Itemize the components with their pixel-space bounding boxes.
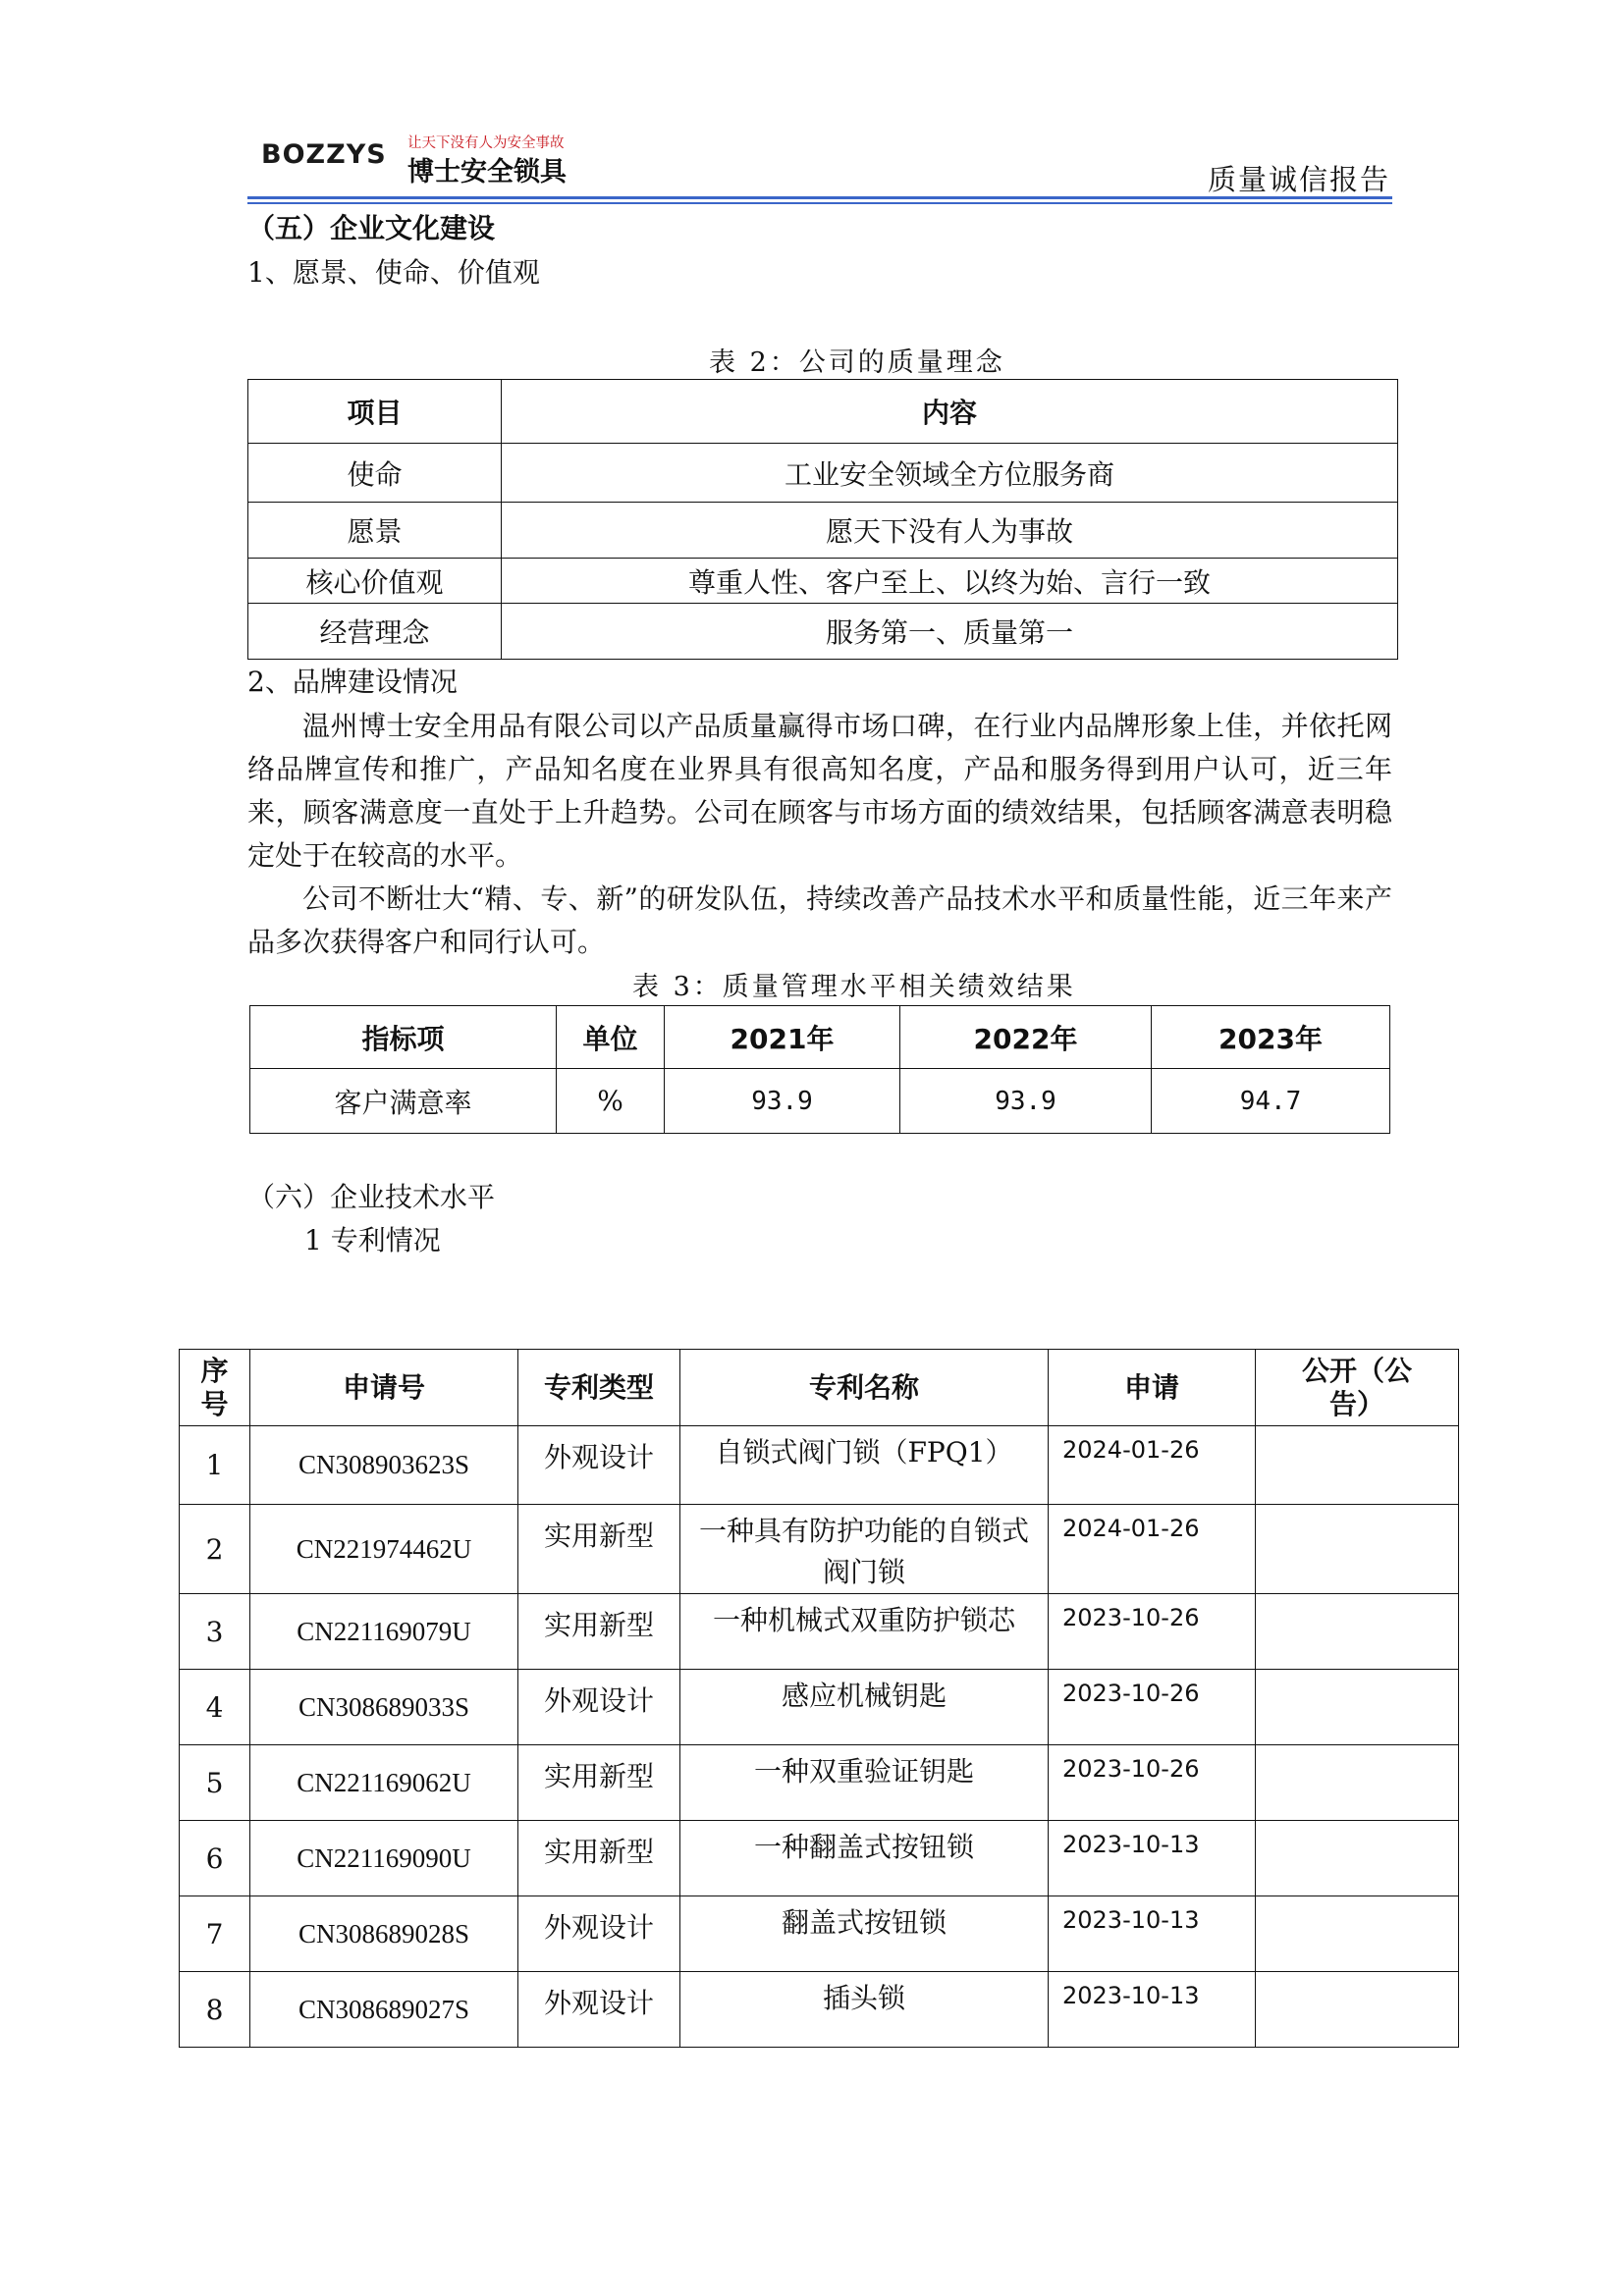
table-cell	[1256, 1426, 1459, 1505]
table-cell	[1256, 1505, 1459, 1594]
table-cell: 愿天下没有人为事故	[502, 503, 1398, 559]
table-header-cell: 2022年	[900, 1006, 1152, 1069]
table-header-row	[180, 1350, 1459, 1426]
patent-table	[179, 1349, 1459, 2048]
table-cell: 核心价值观	[248, 559, 502, 604]
table-cell: 1	[180, 1426, 250, 1505]
table-cell: CN308903623S	[250, 1426, 518, 1505]
table-cell: 一种双重验证钥匙	[680, 1745, 1049, 1821]
report-title: 质量诚信报告	[1207, 163, 1390, 196]
logo-company-name: 博士安全锁具	[407, 157, 567, 187]
table-cell: 工业安全领域全方位服务商	[502, 444, 1398, 503]
brand-paragraph-1: 温州博士安全用品有限公司以产品质量赢得市场口碑，在行业内品牌形象上佳，并依托网络品牌宣传和推广，产品知名度在业界具有很高知名度，产品和服务得到用户认可，近三年来，顾客满意度一直处于上升趋势。公司在顾客与市场方面的绩效结果，包括顾客满意表明稳定处于在较高的水平。	[247, 710, 1392, 872]
table-row	[180, 1594, 1459, 1670]
table-cell: CN221169079U	[250, 1594, 518, 1670]
company-logo	[257, 124, 571, 187]
table-cell: CN308689027S	[250, 1972, 518, 2048]
table-header-row	[248, 380, 1398, 444]
table-row	[248, 604, 1398, 660]
table-header-cell: 2021年	[665, 1006, 900, 1069]
table-cell: 外观设计	[518, 1972, 680, 2048]
table-cell: 8	[180, 1972, 250, 2048]
table-cell: 服务第一、质量第一	[502, 604, 1398, 660]
table-cell: 2023-10-13	[1049, 1821, 1256, 1896]
section-heading-culture: （五）企业文化建设	[247, 212, 496, 244]
header-rule-thin	[247, 202, 1392, 204]
table-cell: 客户满意率	[250, 1069, 557, 1134]
table-cell	[1256, 1745, 1459, 1821]
table-cell: 愿景	[248, 503, 502, 559]
table-cell	[1256, 1896, 1459, 1972]
table-cell	[1256, 1670, 1459, 1745]
table-row	[248, 559, 1398, 604]
table-cell: 一种机械式双重防护锁芯	[680, 1594, 1049, 1670]
table-cell: 6	[180, 1821, 250, 1896]
table-header-row	[250, 1006, 1390, 1069]
table-cell: 外观设计	[518, 1896, 680, 1972]
table-cell: CN221974462U	[250, 1505, 518, 1594]
table-row	[180, 1505, 1459, 1594]
logo-mark: BOZZYS	[261, 139, 387, 170]
table-cell: 实用新型	[518, 1594, 680, 1670]
table-row	[180, 1745, 1459, 1821]
performance-table	[249, 1005, 1390, 1134]
table-header-cell: 项目	[248, 380, 502, 444]
table-header-cell: 单位	[557, 1006, 665, 1069]
table-cell: 93.9	[665, 1069, 900, 1134]
table-header-cell: 申请号	[250, 1350, 518, 1426]
brand-paragraph-2: 公司不断壮大“精、专、新”的研发队伍，持续改善产品技术水平和质量性能，近三年来产品多次获得客户和同行认可。	[247, 882, 1392, 958]
table-row	[248, 503, 1398, 559]
table-cell: 93.9	[900, 1069, 1152, 1134]
table-row	[180, 1821, 1459, 1896]
table-cell: CN308689033S	[250, 1670, 518, 1745]
table-cell: 94.7	[1152, 1069, 1390, 1134]
section-heading-tech: （六）企业技术水平	[247, 1181, 496, 1213]
table-row	[180, 1426, 1459, 1505]
table-cell: 实用新型	[518, 1505, 680, 1594]
subheading-patents: 1 专利情况	[304, 1224, 441, 1256]
table-header-cell: 公开（公告）	[1256, 1350, 1459, 1426]
table-cell: 插头锁	[680, 1972, 1049, 2048]
subheading-brand: 2、品牌建设情况	[247, 666, 458, 698]
table-row	[180, 1972, 1459, 2048]
table-cell: 2	[180, 1505, 250, 1594]
table-header-cell: 序号	[180, 1350, 250, 1426]
table-cell: CN308689028S	[250, 1896, 518, 1972]
table-cell: 尊重人性、客户至上、以终为始、言行一致	[502, 559, 1398, 604]
table-cell: 2023-10-13	[1049, 1972, 1256, 2048]
table-cell: 3	[180, 1594, 250, 1670]
table-cell: 使命	[248, 444, 502, 503]
table-cell: 4	[180, 1670, 250, 1745]
table-cell: 7	[180, 1896, 250, 1972]
table-cell: CN221169090U	[250, 1821, 518, 1896]
table-cell: 感应机械钥匙	[680, 1670, 1049, 1745]
quality-philosophy-table	[247, 379, 1398, 660]
table-cell	[1256, 1594, 1459, 1670]
table-cell: 2024-01-26	[1049, 1505, 1256, 1594]
table-cell: %	[557, 1069, 665, 1134]
table-cell: 2023-10-26	[1049, 1670, 1256, 1745]
table-cell: 经营理念	[248, 604, 502, 660]
table-header-cell: 专利名称	[680, 1350, 1049, 1426]
table-cell: 一种具有防护功能的自锁式阀门锁	[680, 1505, 1049, 1594]
table-row	[180, 1670, 1459, 1745]
table-header-cell: 申请	[1049, 1350, 1256, 1426]
table-cell	[1256, 1972, 1459, 2048]
table-cell: 2023-10-13	[1049, 1896, 1256, 1972]
table-cell: 实用新型	[518, 1821, 680, 1896]
table-row	[248, 444, 1398, 503]
table-row	[250, 1069, 1390, 1134]
table-cell: 一种翻盖式按钮锁	[680, 1821, 1049, 1896]
table-cell: 2024-01-26	[1049, 1426, 1256, 1505]
table-cell: 外观设计	[518, 1426, 680, 1505]
table3-caption: 表 3：质量管理水平相关绩效结果	[632, 972, 1076, 1002]
table-cell: CN221169062U	[250, 1745, 518, 1821]
table-cell: 实用新型	[518, 1745, 680, 1821]
table-header-cell: 专利类型	[518, 1350, 680, 1426]
table-row	[180, 1896, 1459, 1972]
table-cell: 5	[180, 1745, 250, 1821]
table-cell: 2023-10-26	[1049, 1745, 1256, 1821]
table-header-cell: 2023年	[1152, 1006, 1390, 1069]
header-rule	[247, 196, 1392, 199]
table-cell: 自锁式阀门锁（FPQ1）	[680, 1426, 1049, 1505]
subheading-vision: 1、愿景、使命、价值观	[247, 256, 540, 289]
table-header-cell: 内容	[502, 380, 1398, 444]
table-cell: 翻盖式按钮锁	[680, 1896, 1049, 1972]
logo-slogan: 让天下没有人为安全事故	[407, 135, 565, 151]
table-header-cell: 指标项	[250, 1006, 557, 1069]
table-cell: 2023-10-26	[1049, 1594, 1256, 1670]
table2-caption: 表 2：公司的质量理念	[709, 347, 1005, 378]
table-cell: 外观设计	[518, 1670, 680, 1745]
table-cell	[1256, 1821, 1459, 1896]
